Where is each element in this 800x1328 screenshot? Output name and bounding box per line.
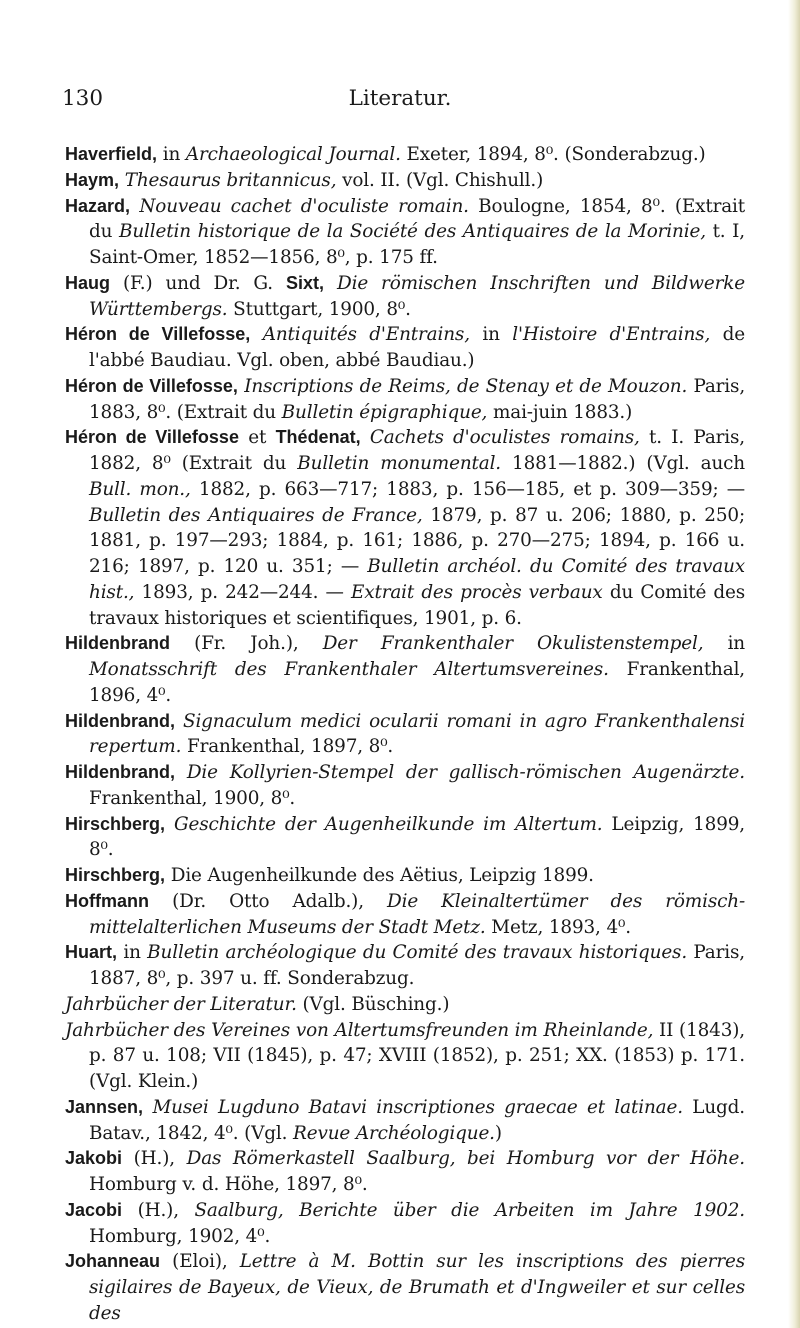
entry-text: Boulogne, 1854, 8⁰. (Extrait du bbox=[89, 195, 746, 243]
bibliography-entry bbox=[65, 992, 745, 1018]
bibliography-entry bbox=[65, 1146, 745, 1198]
entry-text: du Comité des travaux historiques et scientifiques, 1901, p. 6. bbox=[89, 581, 745, 629]
work-title: Musei Lugduno Batavi inscriptiones graecae et latinae. bbox=[152, 1096, 683, 1118]
entry-text: mai-juin 1883.) bbox=[487, 401, 633, 423]
work-title: Die Kollyrien-Stempel der gallisch-römischen Augenärzte. bbox=[186, 762, 745, 783]
bibliography-entry bbox=[65, 374, 745, 426]
author-name: Thédenat, bbox=[275, 427, 361, 448]
entry-text bbox=[361, 427, 370, 448]
bibliography-entry bbox=[65, 1198, 745, 1250]
entry-text: II (1843), p. 87 u. 108; VII (1845), p. 47; XVIII (1852), p. 251; XX. (1853) p. 171. (Vgl. Klein.) bbox=[89, 1019, 745, 1092]
work-title: Archaeological Journal. bbox=[185, 144, 401, 165]
entry-text: in bbox=[703, 633, 745, 655]
author-name: Haverfield, bbox=[65, 144, 158, 164]
entry-text: (H.), bbox=[122, 1199, 195, 1221]
entry-text: de l'abbé Baudiau. Vgl. oben, abbé Baudiau.) bbox=[89, 324, 745, 371]
entry-text: t. I, Saint-Omer, 1852—1856, 8⁰, p. 175 ff. bbox=[89, 221, 745, 268]
bibliography-entry bbox=[65, 142, 745, 168]
entry-text: Exeter, 1894, 8⁰. (Sonderabzug.) bbox=[400, 144, 706, 165]
author-name: Johanneau bbox=[65, 1251, 161, 1272]
work-title: Jahrbücher der Literatur. bbox=[65, 993, 297, 1015]
entry-text: in bbox=[117, 942, 148, 964]
author-name: Haug bbox=[65, 272, 110, 293]
author-name: Hirschberg, bbox=[65, 865, 166, 885]
entry-text: Homburg, 1902, 4⁰. bbox=[89, 1225, 271, 1247]
entry-text bbox=[324, 273, 337, 294]
work-title: Nouveau cachet d'oculiste romain. bbox=[139, 195, 469, 217]
entry-text: Stuttgart, 1900, 8⁰. bbox=[227, 298, 411, 320]
work-title: Signaculum medici ocularii romani in agro Frankenthalensi repertum. bbox=[89, 710, 745, 758]
entry-text: Metz, 1893, 4⁰. bbox=[485, 916, 631, 938]
entry-text: Frankenthal, 1900, 8⁰. bbox=[89, 787, 296, 809]
work-title: Bulletin archéol. du Comité des travaux hist., bbox=[89, 556, 745, 603]
work-title: Monatsschrift des Frankenthaler Altertumsvereines. bbox=[89, 659, 609, 680]
bibliography-entry bbox=[65, 168, 745, 194]
author-name: Jannsen, bbox=[65, 1096, 144, 1117]
bibliography-entry bbox=[65, 812, 745, 864]
entry-text: (H.), bbox=[122, 1148, 187, 1170]
author-name: Haym, bbox=[65, 169, 120, 190]
entry-text: in bbox=[157, 144, 186, 165]
page-edge bbox=[788, 0, 800, 1328]
entry-text: (Dr. Otto Adalb.), bbox=[149, 890, 387, 912]
work-title: Bulletin archéologique du Comité des travaux historiques. bbox=[147, 942, 688, 964]
entry-text: in bbox=[469, 324, 513, 346]
work-title: Lettre à M. Bottin sur les inscriptions des pierres sigilaires de Bayeux, de Vieux, de Brumath et d'Ingweiler et sur celles des bbox=[89, 1251, 745, 1324]
bibliography-entry bbox=[65, 631, 745, 708]
work-title: Revue Archéologique. bbox=[293, 1122, 495, 1144]
bibliography-entry bbox=[65, 1095, 745, 1147]
bibliography-entry bbox=[65, 863, 745, 889]
entry-text: Leipzig, 1899, 8⁰. bbox=[89, 813, 745, 861]
entry-text: Frankenthal, 1896, 4⁰. bbox=[89, 659, 745, 706]
author-name: Héron de Villefosse, bbox=[65, 324, 251, 345]
entry-text: et bbox=[238, 427, 276, 449]
work-title: Saalburg, Berichte über die Arbeiten im Jahre 1902. bbox=[194, 1199, 745, 1221]
entry-text: ) bbox=[494, 1122, 502, 1144]
bibliography-entry bbox=[65, 940, 745, 992]
entry-text: 1882, p. 663—717; 1883, p. 156—185, et p. 309—359; — bbox=[190, 478, 745, 500]
entry-text: (F.) und Dr. G. bbox=[110, 272, 286, 294]
author-name: Huart, bbox=[65, 942, 118, 963]
work-title: Bulletin des Antiquaires de France, bbox=[89, 504, 423, 526]
entry-text bbox=[175, 762, 187, 783]
work-title: Jahrbücher des Vereines von Altertumsfreunden im Rheinlande, bbox=[65, 1019, 654, 1041]
bibliography-entry bbox=[65, 760, 745, 812]
author-name: Hazard, bbox=[65, 195, 131, 216]
entry-text: 1881—1882.) (Vgl. auch bbox=[501, 453, 746, 474]
work-title: Antiquités d'Entrains, bbox=[262, 324, 470, 346]
entry-text bbox=[250, 324, 262, 345]
bibliography-entry bbox=[65, 889, 745, 941]
bibliography-entry bbox=[65, 709, 745, 761]
entry-text: (Vgl. Büsching.) bbox=[296, 993, 450, 1015]
author-name: Hirschberg, bbox=[65, 813, 166, 834]
bibliography-list bbox=[65, 142, 745, 1327]
entry-text: Paris, 1887, 8⁰, p. 397 u. ff. Sonderabzug. bbox=[89, 942, 745, 989]
work-title: Thesaurus britannicus, bbox=[124, 169, 337, 191]
author-name: Jakobi bbox=[65, 1148, 123, 1169]
bibliography-entry bbox=[65, 1018, 745, 1095]
work-title: l'Histoire d'Entrains, bbox=[512, 324, 711, 346]
bibliography-entry bbox=[65, 271, 745, 323]
entry-text: 1879, p. 87 u. 206; 1880, p. 250; 1881, p. 197—293; 1884, p. 161; 1886, p. 270—275; 1894, p. 166 u. 216; 1897, p. 120 u. 351; — bbox=[89, 504, 746, 577]
entry-text: Paris, 1883, 8⁰. (Extrait du bbox=[89, 375, 746, 423]
entry-text: t. I. Paris, 1882, 8⁰ (Extrait du bbox=[89, 427, 745, 474]
entry-text: Homburg v. d. Höhe, 1897, 8⁰. bbox=[89, 1174, 368, 1195]
work-title: Bull. mon., bbox=[89, 478, 191, 500]
bibliography-entry bbox=[65, 425, 745, 631]
work-title: Bulletin épigraphique, bbox=[281, 401, 488, 423]
entry-text: Frankenthal, 1897, 8⁰. bbox=[181, 736, 394, 758]
work-title: Die Kleinaltertümer des römisch-mittelalterlichen Museums der Stadt Metz. bbox=[89, 890, 746, 938]
entry-text: vol. II. (Vgl. Chishull.) bbox=[336, 169, 544, 191]
work-title: Inscriptions de Reims, de Stenay et de Mouzon. bbox=[244, 375, 688, 397]
author-name: Hildenbrand, bbox=[65, 762, 176, 782]
author-name: Héron de Villefosse bbox=[65, 427, 239, 448]
entry-text bbox=[175, 711, 183, 732]
author-name: Sixt, bbox=[285, 272, 324, 293]
work-title: Das Römerkastell Saalburg, bei Homburg vor der Höhe. bbox=[186, 1148, 745, 1170]
entry-text: (Fr. Joh.), bbox=[170, 633, 323, 655]
page-number: 130 bbox=[62, 86, 104, 111]
work-title: Die römischen Inschriften und Bildwerke Württembergs. bbox=[89, 272, 745, 320]
bibliography-entry bbox=[65, 194, 745, 271]
author-name: Hildenbrand bbox=[65, 633, 171, 654]
author-name: Héron de Villefosse, bbox=[65, 375, 238, 396]
work-title: Geschichte der Augenheilkunde im Altertum. bbox=[173, 813, 603, 835]
entry-text: (Eloi), bbox=[160, 1251, 240, 1273]
author-name: Jacobi bbox=[65, 1199, 123, 1220]
running-title: Literatur. bbox=[348, 86, 452, 111]
bibliography-entry bbox=[65, 1249, 745, 1326]
author-name: Hoffmann bbox=[65, 890, 149, 911]
bibliography-entry bbox=[65, 322, 745, 374]
entry-text: 1893, p. 242—244. — bbox=[134, 581, 351, 603]
entry-text: Lugd. Batav., 1842, 4⁰. (Vgl. bbox=[89, 1096, 745, 1144]
entry-text: Die Augenheilkunde des Aëtius, Leipzig 1899. bbox=[165, 865, 594, 886]
author-name: Hildenbrand, bbox=[65, 710, 176, 731]
work-title: Cachets d'oculistes romains, bbox=[369, 427, 640, 449]
entry-text bbox=[130, 196, 139, 217]
work-title: Bulletin monumental. bbox=[297, 453, 502, 474]
work-title: Der Frankenthaler Okulistenstempel, bbox=[322, 633, 704, 655]
work-title: Bulletin historique de la Société des Antiquaires de la Morinie, bbox=[119, 221, 706, 243]
entry-text bbox=[165, 814, 174, 835]
work-title: Extrait des procès verbaux bbox=[350, 581, 603, 603]
